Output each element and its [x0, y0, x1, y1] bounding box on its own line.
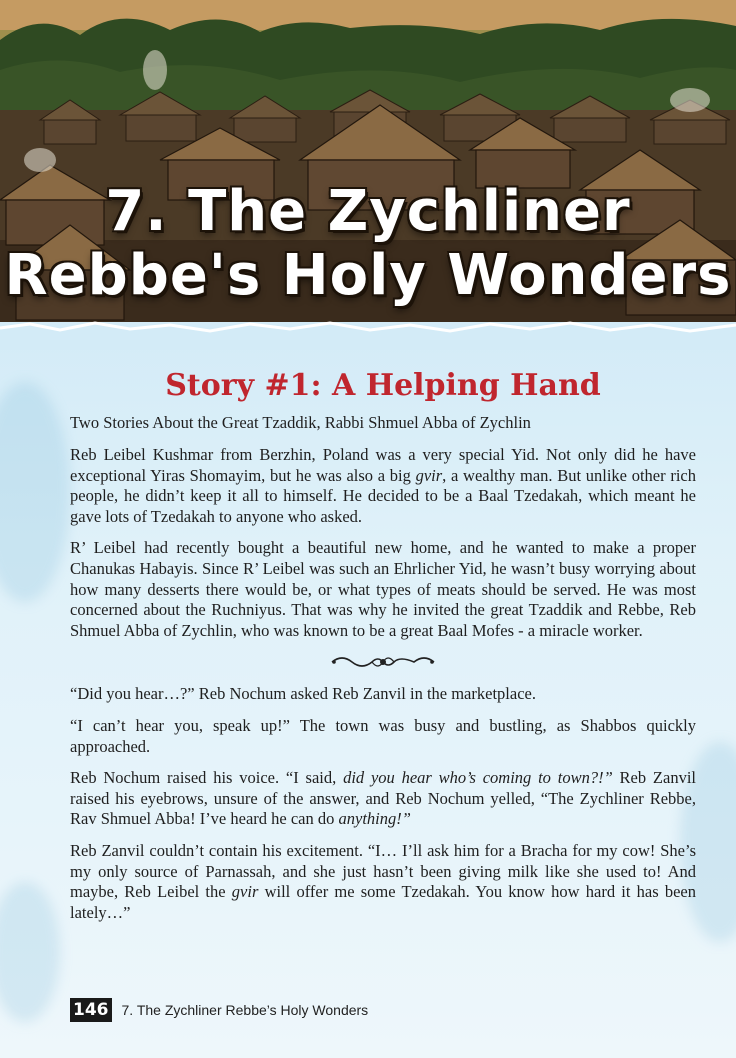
chapter-title-line2: Rebbe's Holy Wonders	[4, 243, 732, 308]
paragraph-1: Reb Leibel Kushmar from Berzhin, Poland was a very special Yid. Not only did he have exceptional Yiras Shomayim, but he was also a big gvir, a wealthy man. But unlike other rich people, he didn’t keep it all to himself. He decided to be a Baal Tzedakah, which meant he gave lots of Tzedakah to anyone who asked.	[70, 445, 696, 526]
paragraph-4: “I can’t hear you, speak up!” The town was busy and bustling, as Shabbos quickly approached.	[70, 715, 696, 756]
article-content	[70, 368, 696, 934]
torn-paper-edge	[0, 320, 736, 350]
paragraph-5: Reb Nochum raised his voice. “I said, did you hear who’s coming to town?!” Reb Zanvil raised his eyebrows, unsure of the answer, and Reb Nochum yelled, “The Zychliner Rebbe, Rav Shmuel Abba! I’ve heard he can do anything!”	[70, 768, 697, 829]
story-title: Story #1: A Helping Hand	[165, 368, 601, 403]
story-subtitle: Two Stories About the Great Tzaddik, Rabbi Shmuel Abba of Zychlin	[70, 413, 531, 432]
chapter-title	[0, 180, 736, 308]
page-footer	[70, 998, 368, 1022]
paragraph-2: R’ Leibel had recently bought a beautiful new home, and he wanted to make a proper Chanukas Habayis. Since R’ Leibel was such an Ehrlicher Yid, he wasn’t busy worrying about how many desserts there would be, or what types of meats should be served. He was most concerned about the Ruchniyus. That was why he invited the great Tzaddik and Rebbe, Reb Shmuel Abba of Zychlin, who was known to be a great Baal Mofes - a miracle worker.	[70, 538, 696, 640]
paragraph-3: “Did you hear…?” Reb Nochum asked Reb Zanvil in the marketplace.	[70, 684, 536, 704]
paragraph-6: Reb Zanvil couldn’t contain his excitement. “I… I’ll ask him for a Bracha for my cow! She’s my only source of Parnassah, and she just hasn’t been giving milk like she used to! And maybe, Reb Leibel the gvir will offer me some Tzedakah. You know how hard it has been lately…”	[70, 840, 696, 922]
running-title: 7. The Zychliner Rebbe’s Holy Wonders	[121, 1002, 369, 1018]
chapter-title-line1: 7. The Zychliner	[105, 179, 631, 244]
hero-village-image	[0, 0, 736, 345]
page-number: 146	[70, 998, 112, 1022]
flourish-ornament-icon	[70, 652, 696, 672]
